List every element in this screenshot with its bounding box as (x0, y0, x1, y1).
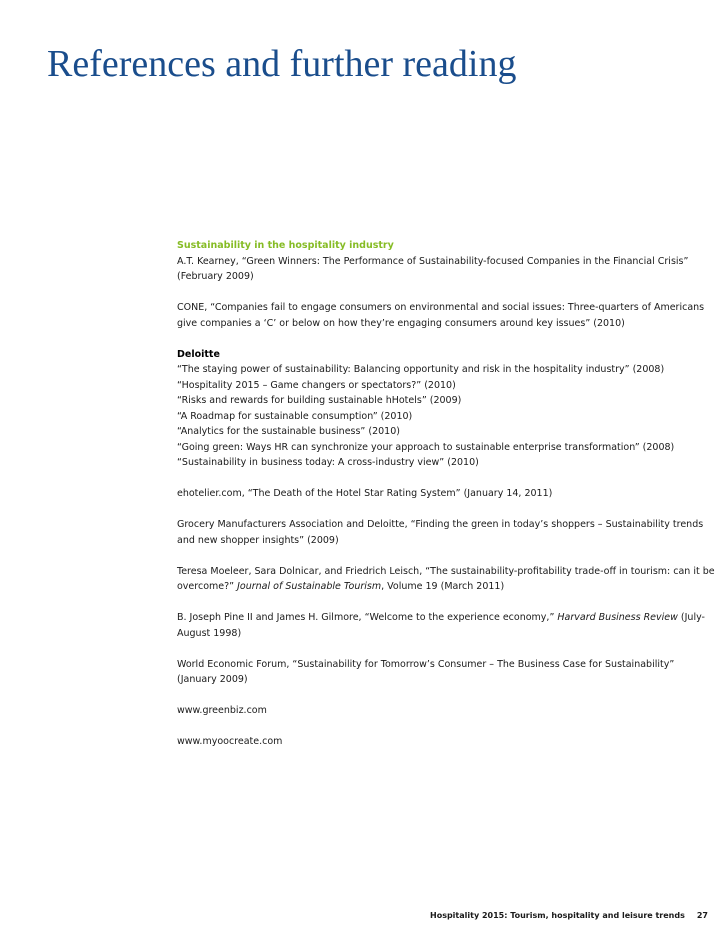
journal-title: Journal of Sustainable Tourism (237, 581, 382, 592)
reference-myoocreate (177, 734, 667, 750)
reference-line: and new shopper insights” (2009) (177, 534, 339, 546)
reference-line: Grocery Manufacturers Association and Deloitte, “Finding the green in today’s shoppers – Sustainability trends (177, 519, 704, 530)
reference-gma (177, 517, 704, 548)
reference-line: A.T. Kearney, “Green Winners: The Performance of Sustainability-focused Companies in the Financial Crisis” (177, 255, 689, 267)
reference-text: B. Joseph Pine II and James H. Gilmore, “Welcome to the experience economy,” (177, 612, 558, 623)
reference-wef (177, 657, 675, 688)
references-list (177, 238, 715, 750)
reference-text: overcome?” (177, 581, 238, 592)
reference-line: ehotelier.com, “The Death of the Hotel Star Rating System” (January 14, 2011) (177, 488, 553, 499)
reference-line: “A Roadmap for sustainable consumption” (2010) (177, 410, 413, 422)
reference-moeleer (177, 564, 715, 595)
reference-line: give companies a ‘C’ or below on how they’re engaging consumers around key issues” (2010) (177, 317, 625, 329)
reference-line: “Hospitality 2015 – Game changers or spectators?” (2010) (177, 379, 456, 391)
reference-text: , Volume 19 (March 2011) (381, 581, 505, 592)
reference-line: World Economic Forum, “Sustainability for Tomorrow’s Consumer – The Business Case for Sustainability” (177, 658, 675, 670)
reference-line: “Sustainability in business today: A cross-industry view” (2010) (177, 457, 479, 468)
reference-line: (January 2009) (177, 674, 248, 685)
section-heading: Sustainability in the hospitality industry (177, 240, 394, 251)
reference-line: Teresa Moeleer, Sara Dolnicar, and Friedrich Leisch, “The sustainability-profitability trade-off in tourism: can it be (177, 565, 715, 577)
reference-url: www.myoocreate.com (177, 736, 283, 747)
reference-line: “Going green: Ways HR can synchronize your approach to sustainable enterprise transformation” (2008) (177, 441, 675, 453)
journal-title: Harvard Business Review (557, 612, 678, 623)
reference-pine (177, 610, 705, 641)
reference-ehotelier (177, 486, 667, 502)
reference-line (177, 610, 705, 626)
page-footer (430, 910, 708, 922)
reference-line: “Risks and rewards for building sustainable hHotels” (2009) (177, 395, 462, 406)
reference-cone (177, 300, 705, 331)
reference-greenbiz (177, 703, 667, 719)
reference-line: August 1998) (177, 627, 242, 639)
page-title: References and further reading (47, 43, 517, 85)
reference-url: www.greenbiz.com (177, 705, 267, 716)
reference-line: (February 2009) (177, 271, 254, 282)
reference-line: “The staying power of sustainability: Balancing opportunity and risk in the hospitality industry” (2008) (177, 364, 665, 375)
reference-group-deloitte (177, 347, 675, 471)
reference-line: CONE, “Companies fail to engage consumers on environmental and social issues: Three-quarters of Americans (177, 302, 705, 313)
reference-kearney (177, 254, 689, 285)
reference-line: “Analytics for the sustainable business” (2010) (177, 426, 400, 437)
group-heading: Deloitte (177, 348, 220, 360)
reference-text: (July- (677, 612, 705, 623)
reference-line (177, 579, 667, 595)
page-number: 27 (696, 911, 708, 920)
footer-title: Hospitality 2015: Tourism, hospitality and leisure trends (430, 911, 685, 920)
